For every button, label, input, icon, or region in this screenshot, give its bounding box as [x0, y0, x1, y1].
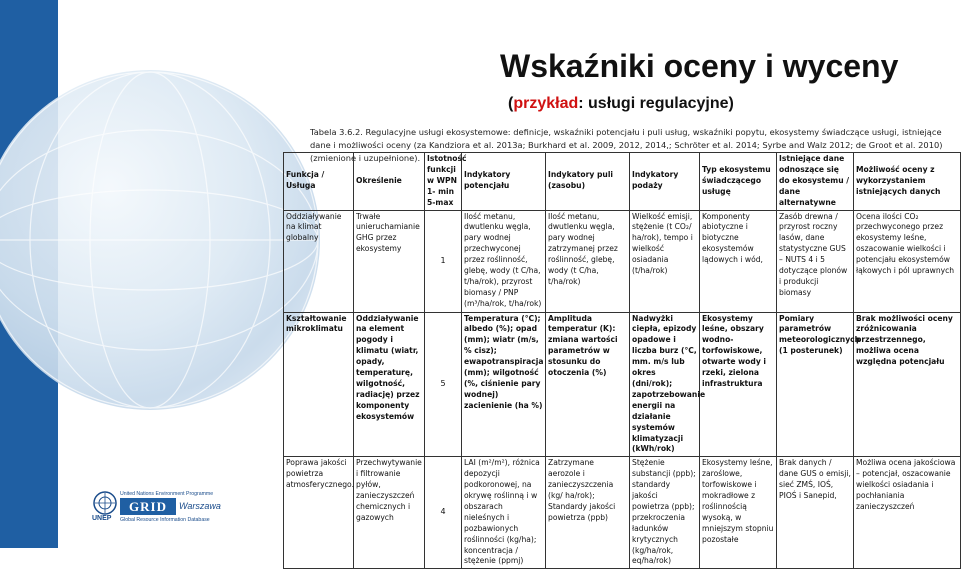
- table-cell: Pomiary parametrów meteorologicznych (1 posterunek): [777, 312, 854, 457]
- table-row: [284, 210, 961, 312]
- logo-unep-text: UNEP: [92, 515, 112, 522]
- header-cell: Indykatory puli (zasobu): [546, 153, 630, 211]
- table-cell: Wielkość emisji, stężenie (t CO₂/ ha/rok), tempo i wielkość osiadania (t/ha/rok): [630, 210, 700, 312]
- logo-city-text: Warszawa: [179, 501, 221, 511]
- header-cell: Indykatory potencjału: [462, 153, 546, 211]
- header-cell: Indykatory podaży: [630, 153, 700, 211]
- subtitle-open-paren: (: [508, 95, 514, 112]
- globe-grid-lines: [0, 70, 320, 410]
- table-cell: Ilość metanu, dwutlenku węgla, pary wodnej zatrzymanej przez roślinność, glebę, wody (t C/ha, t/ha/rok): [546, 210, 630, 312]
- table-cell: Przechwytywanie i filtrowanie pyłów, zanieczyszczeń chemicznych i gazowych: [354, 457, 425, 569]
- table-cell: Oddziaływanie na klimat globalny: [284, 210, 354, 312]
- header-cell: Funkcja / Usługa: [284, 153, 354, 211]
- unep-grid-logo: [92, 490, 292, 526]
- table-cell-importance: 4: [425, 457, 462, 569]
- table-cell: Kształtowanie mikroklimatu: [284, 312, 354, 457]
- table-cell-importance: 5: [425, 312, 462, 457]
- table-cell: Oddziaływanie na element pogody i klimatu (wiatr, opady, temperaturę, wilgotność, radiację) przez komponenty ekosystemów: [354, 312, 425, 457]
- table-cell: Amplituda temperatur (K): zmiana wartości parametrów w stosunku do otoczenia (%): [546, 312, 630, 457]
- table-cell: Brak danych / dane GUS o emisji, sieć ZMŚ, IOŚ, PIOŚ i Sanepid,: [777, 457, 854, 569]
- table-cell: Zasób drewna / przyrost roczny lasów, dane statystyczne GUS – NUTS 4 i 5 dotyczące plonów i produkcji biomasy: [777, 210, 854, 312]
- table-header-row: [284, 153, 961, 211]
- header-cell: Istotność funkcji w WPN 1- min 5-max: [425, 153, 462, 211]
- table-cell: Komponenty abiotyczne i biotyczne ekosystemów lądowych i wód,: [700, 210, 777, 312]
- table-row: [284, 457, 961, 569]
- header-cell: Istniejące dane odnoszące się do ekosystemu / dane alternatywne: [777, 153, 854, 211]
- table-row: [284, 312, 961, 457]
- table-cell-importance: 1: [425, 210, 462, 312]
- table-cell: Temperatura (°C); albedo (%); opad (mm); wiatr (m/s, % cisz); ewapotranspiracja (mm); wilgotność (%, ciśnienie pary wodnej) zacienienie (ha %): [462, 312, 546, 457]
- table-cell: Ocena ilości CO₂ przechwyconego przez ekosystemy leśne, oszacowanie wielkości i potencjału ekosystemów łąkowych i pól uprawnych: [854, 210, 961, 312]
- slide-title: Wskaźniki oceny i wyceny: [500, 48, 899, 84]
- table-cell: Zatrzymane aerozole i zanieczyszczenia (kg/ ha/rok); Standardy jakości powietrza (ppb): [546, 457, 630, 569]
- table-cell: Stężenie substancji (ppb); standardy jakości powietrza (ppb); przekroczenia ładunków krytycznych (kg/ha/rok, eq/ha/rok): [630, 457, 700, 569]
- header-cell: Typ ekosystemu świadczącego usługę: [700, 153, 777, 211]
- table-cell: LAI (m²/m²), różnica depozycji podkoronowej, na okrywę roślinną i w obszarach nieleśnych i pozbawionych roślinności (kg/ha); koncentracja / stężenie (ppmj): [462, 457, 546, 569]
- slide-subtitle: [508, 95, 734, 113]
- table-caption: Tabela 3.6.2. Regulacyjne usługi ekosystemowe: definicje, wskaźniki potencjału i puli usług, wskaźniki popytu, ekosystemy świadczące usługi, istniejące dane i możliwości oceny (za Kandziora et al. 2013a; Burkhard et al. 2009, 2012, 2014,; Schröter et al. 2014; Syrbe and Walz 2012; de Groot et al. 2010) (zmienione i uzupełnione).: [310, 127, 943, 163]
- table-cell: Ilość metanu, dwutlenku węgla, pary wodnej przechwyconej przez roślinność, glebę, wody (t C/ha, t/ha/rok), przyrost biomasy / PNP (m³/ha/rok, t/ha/rok): [462, 210, 546, 312]
- table-cell: Brak możliwości oceny zróżnicowania przestrzennego, możliwa ocena względna potencjału: [854, 312, 961, 457]
- logo-bottom-text: Global Resource Information Database: [120, 517, 210, 523]
- table-cell: Możliwa ocena jakościowa – potencjał, oszacowanie wielkości osiadania i pochłaniania zanieczyszczeń: [854, 457, 961, 569]
- table-cell: Ekosystemy leśne, zaroślowe, torfowiskowe i mokradłowe z roślinnością wysoką, w mniejszym stopniu pozostałe: [700, 457, 777, 569]
- subtitle-rest: : usługi regulacyjne): [578, 95, 734, 112]
- regulatory-services-table: [283, 152, 961, 569]
- logo-grid-text: GRID: [120, 498, 176, 515]
- table-cell: Ekosystemy leśne, obszary wodno-torfowiskowe, otwarte wody i rzeki, zielona infrastruktura: [700, 312, 777, 457]
- logo-top-text: United Nations Environment Programme: [120, 491, 214, 497]
- table-cell: Nadwyżki ciepła, epizody opadowe i liczba burz (°C, mm. m/s lub okres (dni/rok); zapotrzebowanie energii na działanie systemów klimatyzacji (kWh/rok): [630, 312, 700, 457]
- table-cell: Trwałe unieruchamianie GHG przez ekosystemy: [354, 210, 425, 312]
- subtitle-example-word: przykład: [513, 95, 579, 112]
- table-cell: Poprawa jakości powietrza atmosferycznego.: [284, 457, 354, 569]
- unep-wreath-icon: [92, 490, 118, 516]
- header-cell: Możliwość oceny z wykorzystaniem istniejących danych: [854, 153, 961, 211]
- header-cell: Określenie: [354, 153, 425, 211]
